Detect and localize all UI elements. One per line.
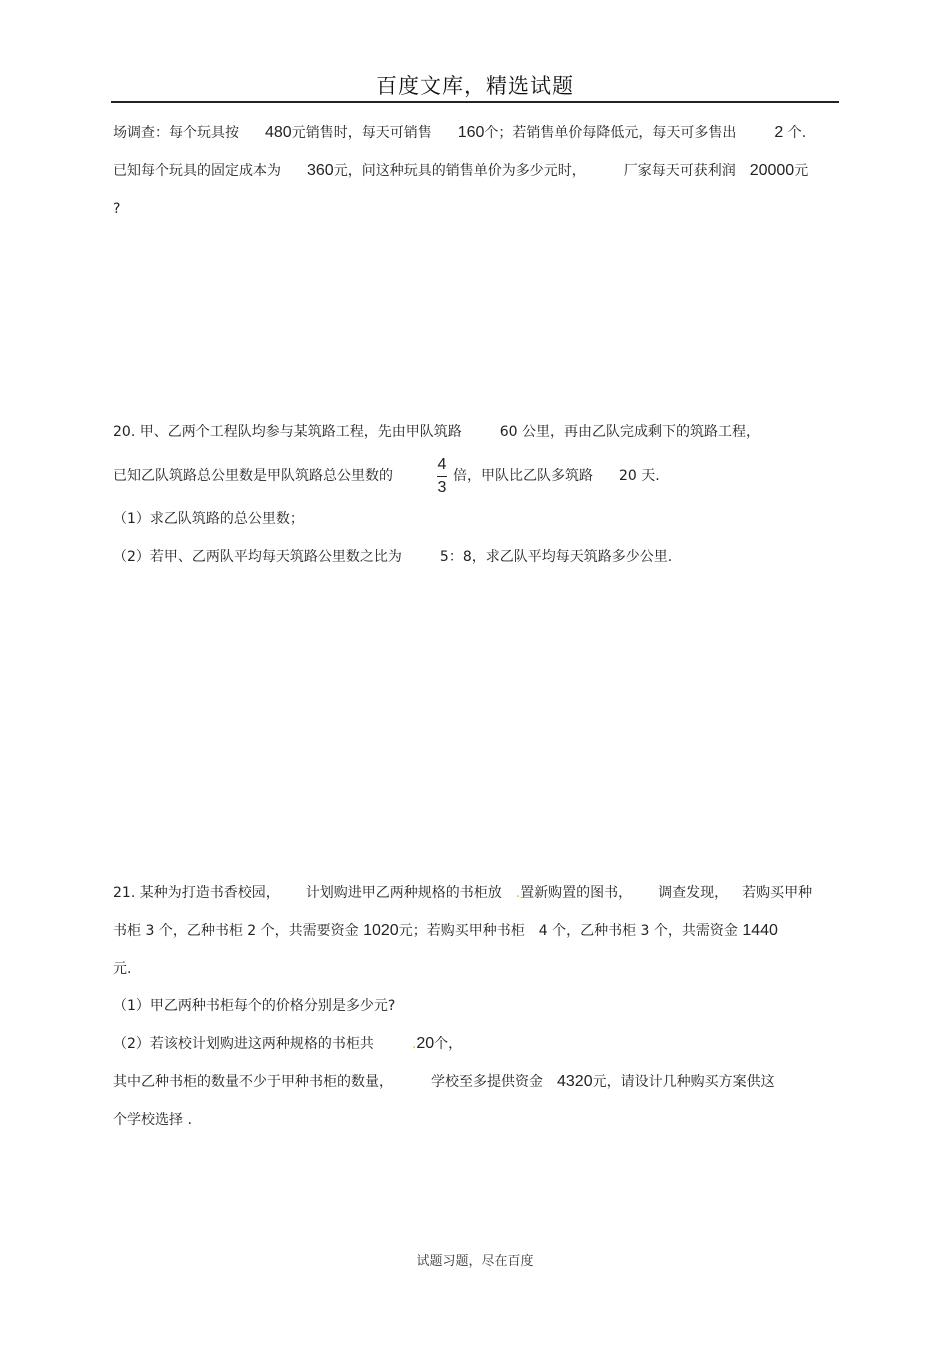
q19-text: 厂家每天可获利润 (623, 163, 736, 179)
q20-ratio: 5：8 (439, 549, 472, 565)
q19-line-1 (113, 123, 806, 143)
q21-mark: . (411, 1036, 417, 1052)
q19-text: ? (113, 201, 121, 217)
fraction-bar (437, 476, 447, 477)
q19-text: 元，问这种玩具的销售单价为多少元时， (333, 163, 586, 179)
q21-text: 个， (434, 1036, 463, 1052)
q19-number: 480 (265, 124, 292, 141)
q21-part-1: （1）甲乙两种书柜每个的价格分别是多少元? (113, 998, 396, 1014)
q20-line-1 (113, 422, 760, 442)
q19-text: 元销售时，每天可销售 (291, 125, 432, 141)
q21-text: 置新购置的图书， (520, 885, 633, 901)
q19-line-3 (113, 199, 120, 219)
q21-number: 4320 (557, 1073, 593, 1090)
q21-text: 若购买甲种 (742, 885, 813, 901)
q21-text: 学校至多提供资金 (431, 1074, 543, 1090)
q20-number: 20 (619, 468, 637, 484)
q19-text: 已知每个玩具的固定成本为 (113, 163, 281, 179)
q21-text: 元；若购买甲种书柜 (398, 923, 525, 939)
fraction (437, 456, 447, 497)
q19-text: 元 (794, 163, 809, 179)
q20-line-2 (113, 455, 660, 497)
q21-number: 1020 (363, 922, 399, 939)
q20-text: 天. (641, 468, 660, 484)
q21-text: 个，共需要资金 (260, 923, 359, 939)
q21-number: 3 (640, 923, 650, 939)
q21-number: 2 (247, 923, 257, 939)
q21-line-7: 个学校选择 . (113, 1112, 192, 1128)
q20-text: ，求乙队平均每天筑路多少公里. (471, 549, 673, 565)
q19-number: 2 (774, 124, 784, 141)
q21-text: 元，请设计几种购买方案供这 (592, 1074, 775, 1090)
q20-part-2 (113, 547, 672, 567)
q21-text: 计划购进甲乙两种规格的书柜放 (305, 885, 502, 901)
header-divider (111, 101, 839, 103)
q19-text: 个. (787, 125, 807, 141)
q21-part-2 (113, 1034, 462, 1054)
q20-text: 倍，甲队比乙队多筑路 (453, 468, 593, 484)
q20-part-1: （1）求乙队筑路的总公里数； (113, 511, 304, 527)
q21-line-6 (113, 1072, 775, 1092)
q21-mark: . (515, 885, 521, 901)
q21-text: 21. 某种为打造书香校园， (113, 885, 280, 901)
q19-number: 360 (307, 162, 334, 179)
q21-line-2 (113, 921, 778, 941)
q21-text: 书柜 (113, 923, 141, 939)
q21-number: 3 (145, 923, 155, 939)
q21-line-1 (113, 883, 812, 903)
q19-text: 场调查：每个玩具按 (113, 125, 239, 141)
q20-text: 20. 甲、乙两个工程队均参与某筑路工程，先由甲队筑路 (113, 424, 462, 440)
q21-text: 个，乙种书柜 (552, 923, 637, 939)
q21-text: 个，乙种书柜 (158, 923, 243, 939)
q21-text: 其中乙种书柜的数量不少于甲种书柜的数量， (113, 1074, 393, 1090)
q19-text: 个；若销售单价每降低元，每天可多售出 (484, 125, 737, 141)
q19-number: 20000 (749, 162, 795, 179)
q21-text: 个，共需资金 (653, 923, 738, 939)
q21-text: 调查发现， (658, 885, 729, 901)
q21-number: 4 (538, 923, 548, 939)
q19-number: 160 (457, 124, 485, 141)
page-header-title: 百度文库，精选试题 (376, 74, 574, 98)
q19-line-2 (113, 161, 808, 181)
q21-line-3: 元. (113, 961, 132, 977)
q21-number: 20 (416, 1035, 435, 1052)
page-footer: 试题习题，尽在百度 (416, 1254, 534, 1269)
q20-text: （2）若甲、乙两队平均每天筑路公里数之比为 (113, 549, 402, 565)
fraction-denominator: 3 (437, 478, 447, 496)
q20-number: 60 (499, 424, 518, 440)
q21-text: （2）若该校计划购进这两种规格的书柜共 (113, 1036, 374, 1052)
q20-text: 已知乙队筑路总公里数是甲队筑路总公里数的 (113, 468, 393, 484)
fraction-numerator: 4 (437, 455, 447, 473)
q21-number: 1440 (742, 922, 778, 939)
q20-text: 公里，再由乙队完成剩下的筑路工程， (522, 424, 760, 440)
